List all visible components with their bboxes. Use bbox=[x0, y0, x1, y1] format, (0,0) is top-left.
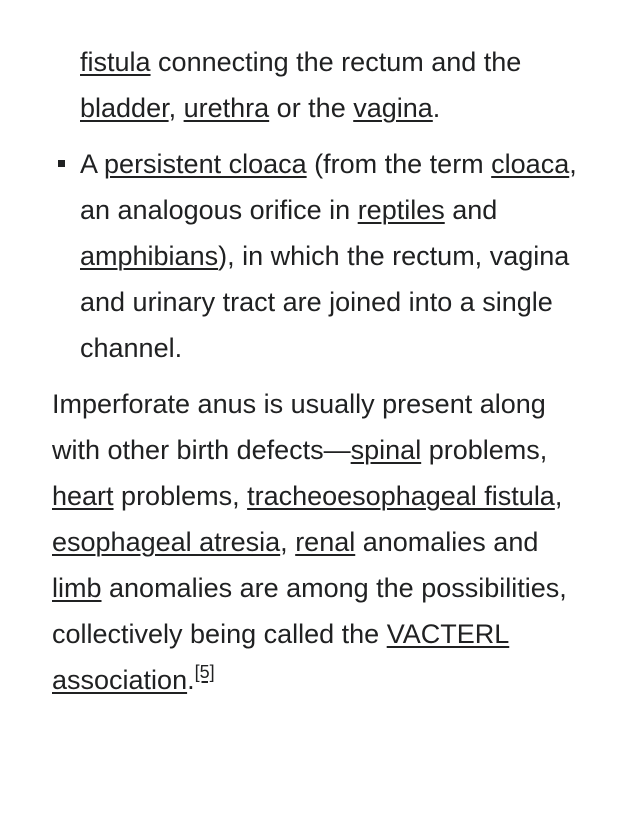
link-fistula[interactable]: fistula bbox=[80, 47, 151, 77]
text: problems, bbox=[421, 435, 548, 465]
text: , bbox=[554, 481, 563, 511]
text: A bbox=[80, 149, 105, 179]
text: Imperforate anus is usually present along with other birth defects— bbox=[52, 389, 546, 465]
link-esophageal-atresia[interactable]: esophageal atresia bbox=[52, 527, 281, 557]
text: problems, bbox=[113, 481, 248, 511]
link-bladder[interactable]: bladder bbox=[80, 93, 169, 123]
article-body bbox=[0, 39, 638, 703]
link-vagina[interactable]: vagina bbox=[353, 93, 433, 123]
paragraph-vacterl bbox=[0, 381, 638, 703]
text: . bbox=[432, 93, 441, 123]
link-persistent-cloaca[interactable]: persistent cloaca bbox=[104, 149, 307, 179]
text: connecting the rectum and the bbox=[150, 47, 522, 77]
link-reptiles[interactable]: reptiles bbox=[357, 195, 445, 225]
citation-ref[interactable] bbox=[195, 662, 215, 682]
text: , bbox=[280, 527, 296, 557]
text: anomalies are among the possibilities, collectively being called the bbox=[52, 573, 567, 649]
link-heart[interactable]: heart bbox=[52, 481, 114, 511]
list-item-persistent-cloaca bbox=[0, 141, 638, 371]
bullet-list bbox=[0, 39, 638, 371]
citation-link[interactable]: [5] bbox=[194, 662, 215, 682]
text: , bbox=[168, 93, 184, 123]
link-spinal[interactable]: spinal bbox=[350, 435, 422, 465]
text: . bbox=[187, 665, 195, 695]
text: and bbox=[444, 195, 498, 225]
link-limb[interactable]: limb bbox=[52, 573, 102, 603]
text: anomalies and bbox=[355, 527, 539, 557]
text: or the bbox=[269, 93, 354, 123]
text: , an analogous orifice in bbox=[80, 149, 577, 225]
link-urethra[interactable]: urethra bbox=[183, 93, 270, 123]
text: ), in which the rectum, vagina and urinary tract are joined into a single channel. bbox=[80, 241, 570, 363]
bullet-marker-icon bbox=[58, 160, 65, 167]
list-item-fistula bbox=[0, 39, 638, 131]
text: (from the term bbox=[306, 149, 492, 179]
link-cloaca[interactable]: cloaca bbox=[491, 149, 570, 179]
link-tracheoesophageal-fistula[interactable]: tracheoesophageal fistula bbox=[247, 481, 555, 511]
link-renal[interactable]: renal bbox=[295, 527, 356, 557]
link-amphibians[interactable]: amphibians bbox=[80, 241, 219, 271]
link-vacterl-association[interactable]: VACTERL association bbox=[52, 619, 510, 695]
